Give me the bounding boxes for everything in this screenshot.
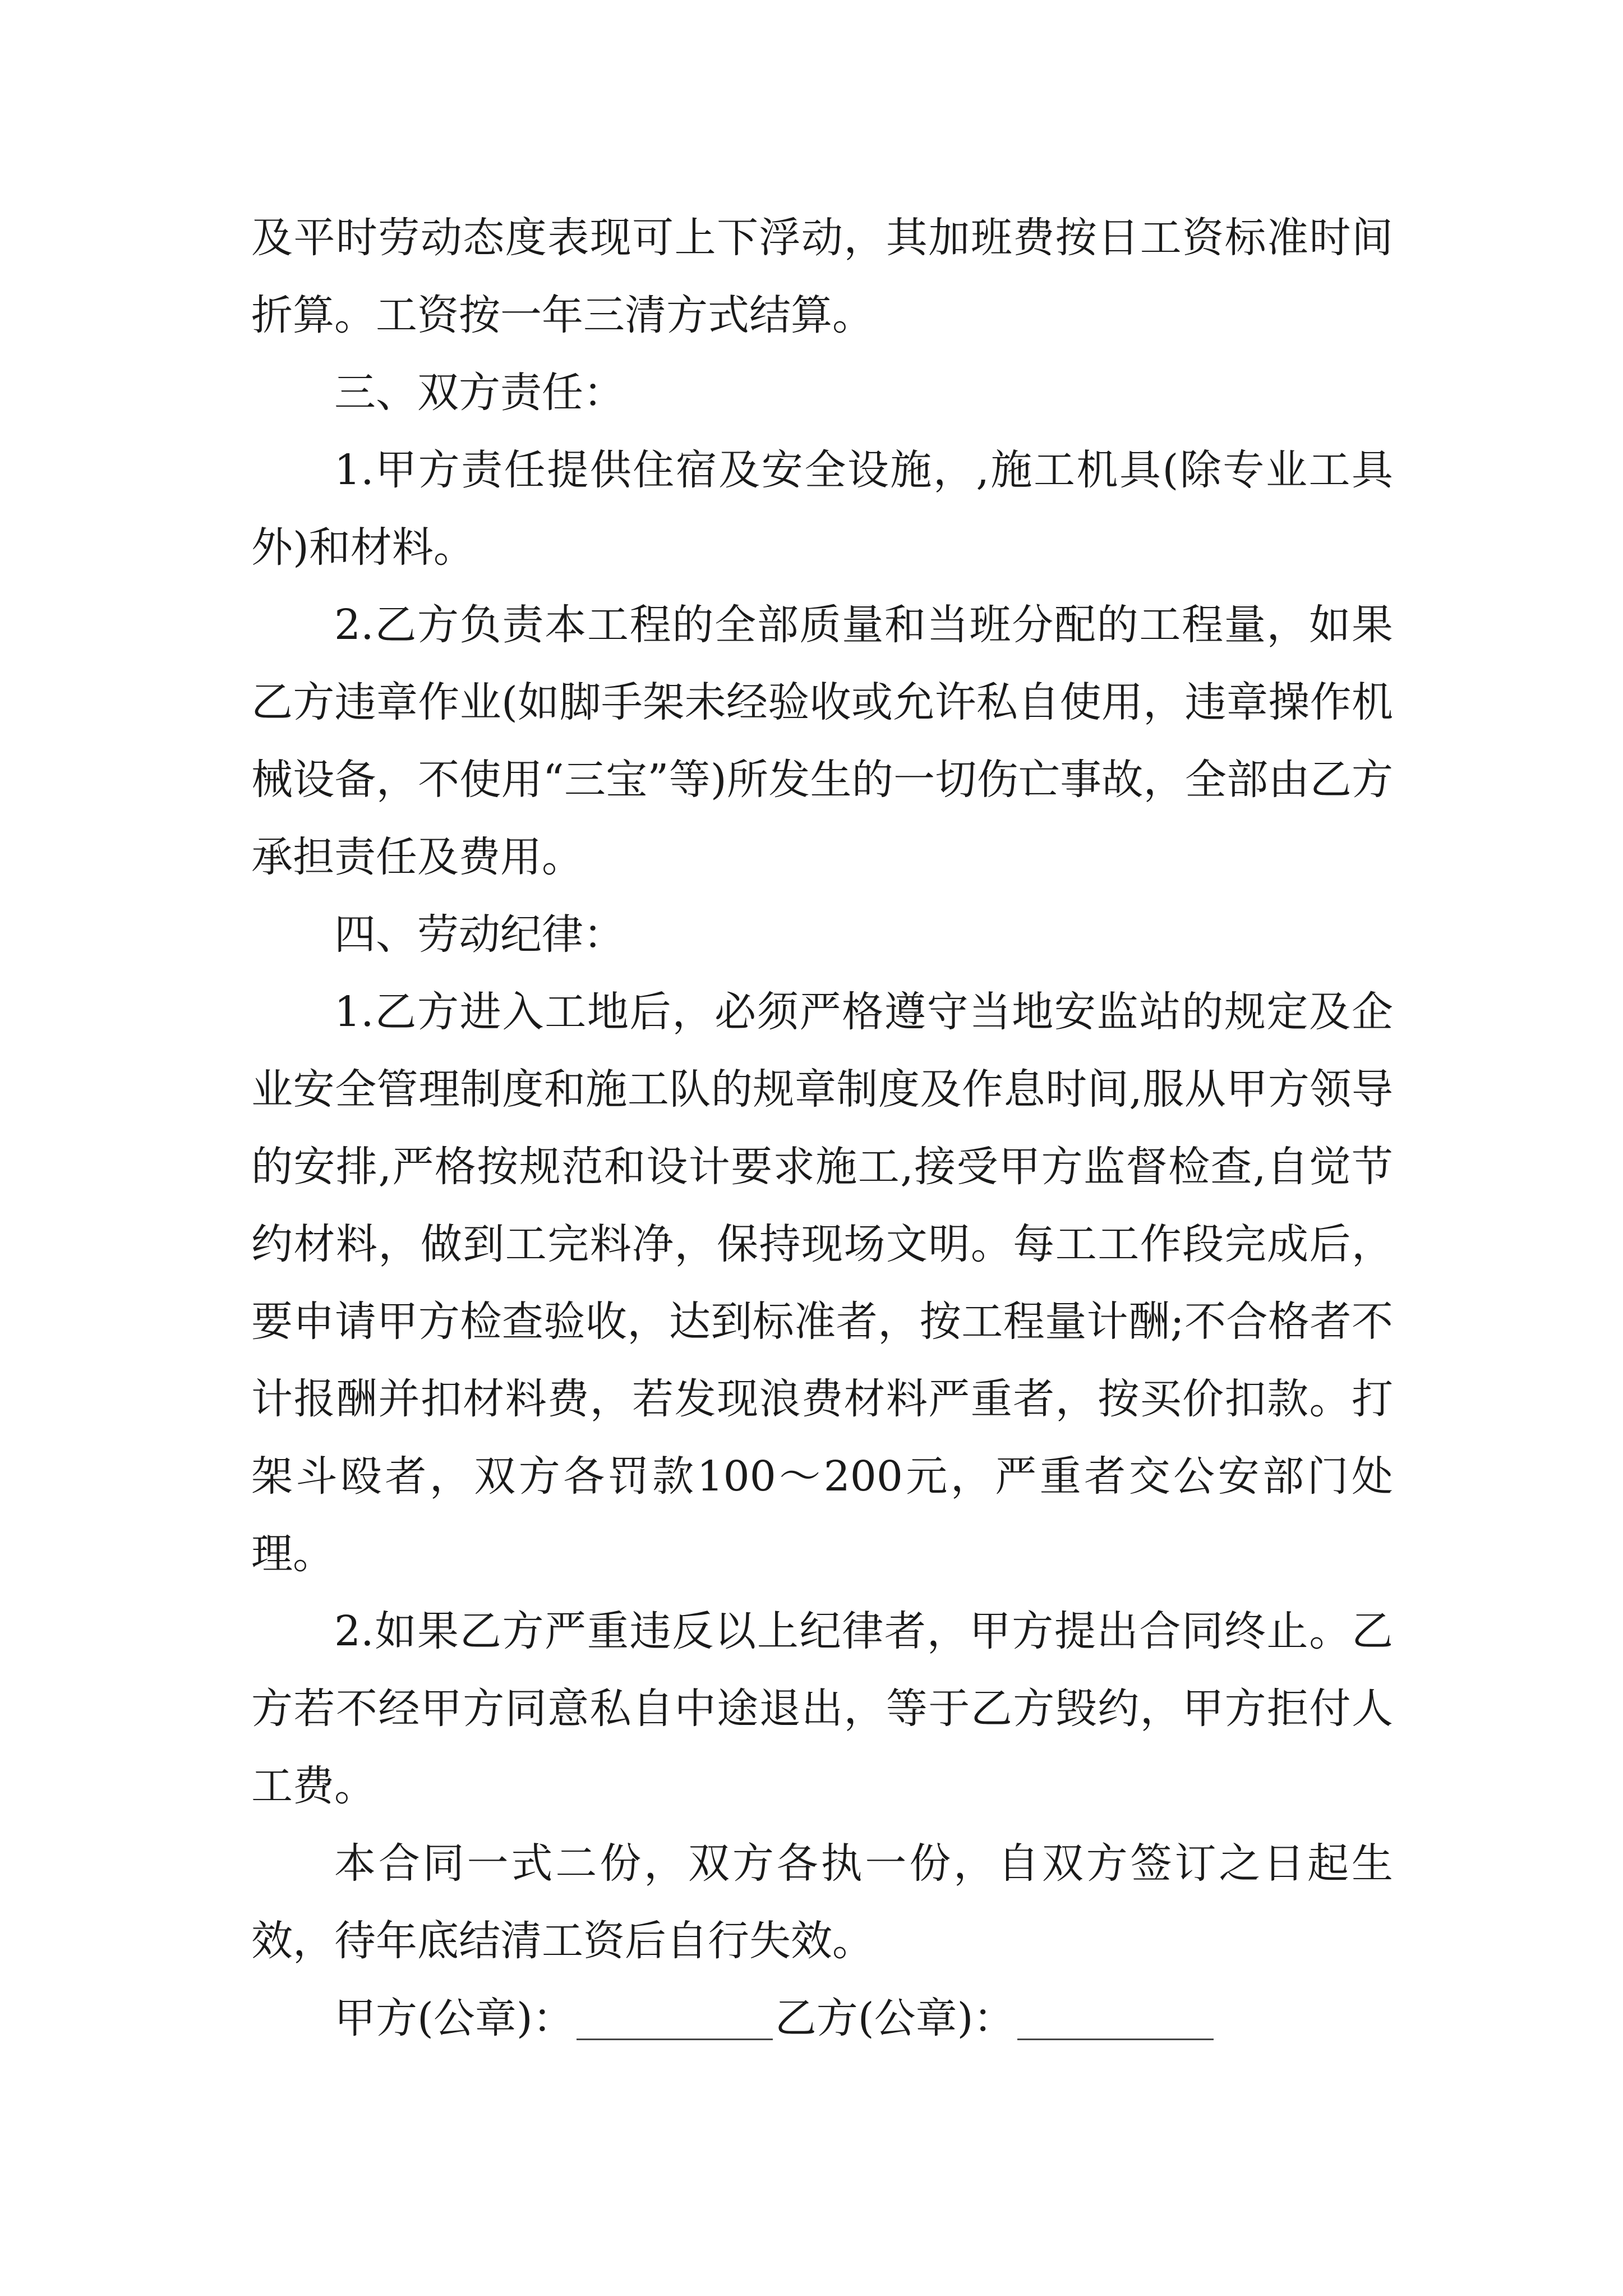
party-a-seal-blank[interactable] (577, 2005, 773, 2040)
section-heading-responsibilities: 三、双方责任： (334, 369, 625, 417)
clause-party-b-responsibility: 2.乙方负责本工程的全部质量和当班分配的工程量，如果乙方违章作业(如脚手架未经验收或允许私自使用，违章操作机械设备，不使用“三宝”等)所发生的一切伤亡事故，全部由乙方承担责任及费用。 (251, 601, 1393, 881)
clause-contract-validity: 本合同一式二份，双方各执一份，自双方签订之日起生效，待年底结清工资后自行失效。 (251, 1839, 1393, 1965)
clause-site-rules: 1.乙方进入工地后，必须严格遵守当地安监站的规定及企业安全管理制度和施工队的规章制度及作息时间,服从甲方领导的安排,严格按规范和设计要求施工,接受甲方监督检查,自觉节约材料，做到工完料净，保持现场文明。每工工作段完成后，要申请甲方检查验收，达到标准者，按工程量计酬;不合格者不计报酬并扣材料费，若发现浪费材料严重者，按买价扣款。打架斗殴者，双方各罚款100～200元，严重者交公安部门处理。 (251, 988, 1393, 1578)
document-page (251, 199, 1393, 2057)
clause-contract-termination: 2.如果乙方严重违反以上纪律者，甲方提出合同终止。乙方若不经甲方同意私自中途退出，等于乙方毁约，甲方拒付人工费。 (251, 1607, 1393, 1810)
signature-row (251, 1980, 1393, 2057)
party-b-seal-label: 乙方(公章)： (774, 1994, 1015, 2042)
section-heading-labor-discipline: 四、劳动纪律： (334, 910, 625, 959)
paragraph-wage-settlement: 及平时劳动态度表现可上下浮动，其加班费按日工资标准时间折算。工资按一年三清方式结算。 (251, 214, 1393, 339)
party-b-seal-blank[interactable] (1017, 2005, 1214, 2040)
clause-party-a-responsibility: 1.甲方责任提供住宿及安全设施，,施工机具(除专业工具外)和材料。 (251, 446, 1393, 572)
party-a-seal-label: 甲方(公章)： (334, 1994, 574, 2042)
